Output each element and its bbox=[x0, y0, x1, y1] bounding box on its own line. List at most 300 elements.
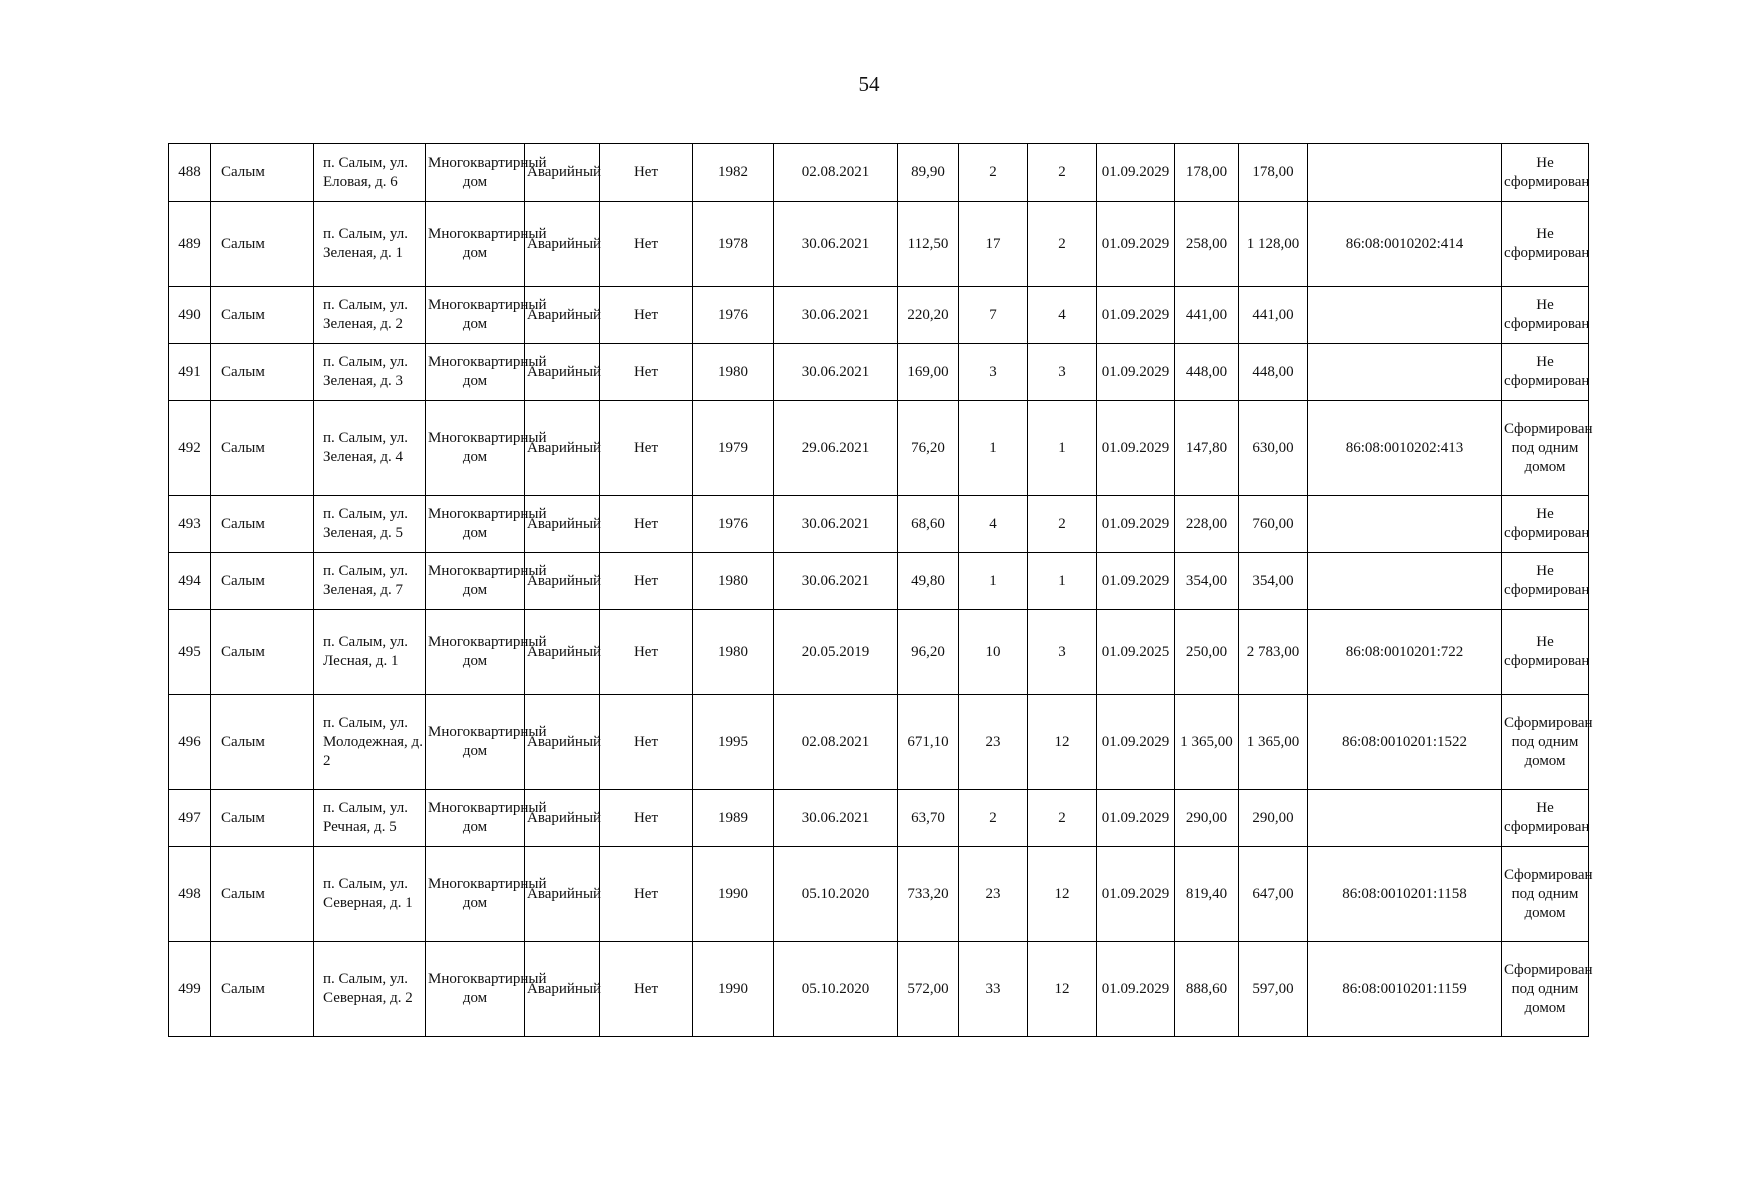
land-area-cell bbox=[1175, 401, 1239, 496]
building-type-cell bbox=[426, 790, 547, 847]
row-number-cell bbox=[169, 496, 211, 553]
land-area-cell bbox=[1175, 610, 1239, 695]
land-area-cell-text: 354,00 bbox=[1185, 572, 1228, 589]
settlement-cell bbox=[211, 847, 314, 942]
row-number-cell-text: 496 bbox=[178, 733, 201, 750]
land-area-cell bbox=[1175, 695, 1239, 790]
residents-count-cell bbox=[959, 847, 1028, 942]
row-number-cell bbox=[169, 942, 211, 1037]
floor-area-cell bbox=[898, 344, 959, 401]
building-type-cell bbox=[426, 344, 547, 401]
land-area-cell-text: 1 365,00 bbox=[1180, 733, 1233, 750]
address-cell bbox=[314, 847, 426, 942]
plot-area-cell-text: 178,00 bbox=[1252, 164, 1294, 180]
flag-cell-text: Нет bbox=[633, 733, 659, 750]
floor-area-cell-text: 169,00 bbox=[907, 363, 949, 380]
recognition-date-cell-text: 29.06.2021 bbox=[801, 439, 870, 456]
cadastral-number-cell bbox=[1308, 144, 1502, 202]
condition-status-cell bbox=[525, 790, 600, 847]
settlement-cell bbox=[211, 790, 314, 847]
settlement-cell-text: Салым bbox=[221, 306, 265, 323]
settlement-cell bbox=[211, 144, 314, 202]
floor-area-cell bbox=[898, 496, 959, 553]
condition-status-cell-text: Аварийный bbox=[527, 164, 602, 180]
building-type-cell bbox=[426, 287, 547, 344]
building-type-cell-text: Многоквартирный дом bbox=[428, 154, 547, 190]
condition-status-cell bbox=[525, 287, 600, 344]
address-cell-text: п. Салым, ул. Зеленая, д. 5 bbox=[323, 506, 408, 541]
residents-count-cell bbox=[959, 287, 1028, 344]
apartments-count-cell-text: 2 bbox=[1058, 164, 1066, 180]
cadastral-number-cell bbox=[1308, 496, 1502, 553]
land-status-note-cell-text: Сформирован под одним домом bbox=[1504, 866, 1593, 921]
cadastral-number-cell-text: 86:08:0010201:1522 bbox=[1341, 733, 1467, 750]
residents-count-cell bbox=[959, 496, 1028, 553]
building-type-cell bbox=[426, 610, 547, 695]
build-year-cell bbox=[693, 695, 774, 790]
apartments-count-cell-text: 12 bbox=[1054, 885, 1070, 902]
recognition-date-cell-text: 30.06.2021 bbox=[801, 235, 870, 252]
build-year-cell bbox=[693, 144, 774, 202]
flag-cell-text: Нет bbox=[633, 885, 659, 902]
residents-count-cell-text: 1 bbox=[989, 572, 997, 589]
build-year-cell bbox=[693, 610, 774, 695]
address-cell-text: п. Салым, ул. Северная, д. 2 bbox=[323, 971, 413, 1006]
address-cell bbox=[314, 144, 426, 202]
flag-cell bbox=[600, 344, 693, 401]
recognition-date-cell bbox=[774, 496, 898, 553]
settlement-cell-text: Салым bbox=[221, 439, 265, 456]
condition-status-cell bbox=[525, 344, 600, 401]
floor-area-cell bbox=[898, 202, 959, 287]
resettlement-deadline-cell bbox=[1097, 344, 1175, 401]
plot-area-cell bbox=[1239, 847, 1308, 942]
apartments-count-cell bbox=[1028, 401, 1097, 496]
land-status-note-cell-text: Не сформирован bbox=[1504, 154, 1590, 190]
land-status-note-cell-text: Сформирован под одним домом bbox=[1504, 961, 1593, 1016]
build-year-cell-text: 1990 bbox=[718, 980, 748, 997]
row-number-cell-text: 497 bbox=[178, 809, 201, 826]
recognition-date-cell bbox=[774, 610, 898, 695]
cadastral-number-cell bbox=[1308, 942, 1502, 1037]
residents-count-cell-text: 23 bbox=[985, 885, 1001, 902]
build-year-cell-text: 1990 bbox=[718, 885, 748, 902]
apartments-count-cell-text: 12 bbox=[1054, 733, 1070, 750]
cadastral-number-cell-text: 86:08:0010201:722 bbox=[1345, 643, 1464, 660]
flag-cell-text: Нет bbox=[633, 164, 659, 180]
floor-area-cell-text: 49,80 bbox=[911, 572, 945, 589]
apartments-count-cell-text: 3 bbox=[1058, 643, 1066, 660]
residents-count-cell bbox=[959, 553, 1028, 610]
condition-status-cell-text: Аварийный bbox=[527, 643, 602, 660]
settlement-cell-text: Салым bbox=[221, 515, 265, 532]
cadastral-number-cell bbox=[1308, 553, 1502, 610]
row-number-cell bbox=[169, 401, 211, 496]
residents-count-cell bbox=[959, 344, 1028, 401]
recognition-date-cell-text: 30.06.2021 bbox=[801, 515, 870, 532]
plot-area-cell bbox=[1239, 344, 1308, 401]
condition-status-cell bbox=[525, 942, 600, 1037]
apartments-count-cell bbox=[1028, 553, 1097, 610]
flag-cell-text: Нет bbox=[633, 980, 659, 997]
build-year-cell bbox=[693, 344, 774, 401]
resettlement-deadline-cell bbox=[1097, 287, 1175, 344]
floor-area-cell-text: 63,70 bbox=[911, 809, 945, 826]
settlement-cell-text: Салым bbox=[221, 572, 265, 589]
build-year-cell bbox=[693, 847, 774, 942]
flag-cell-text: Нет bbox=[633, 515, 659, 532]
apartments-count-cell bbox=[1028, 144, 1097, 202]
land-area-cell bbox=[1175, 202, 1239, 287]
recognition-date-cell bbox=[774, 695, 898, 790]
apartments-count-cell bbox=[1028, 344, 1097, 401]
resettlement-deadline-cell bbox=[1097, 610, 1175, 695]
land-area-cell bbox=[1175, 344, 1239, 401]
building-type-cell-text: Многоквартирный дом bbox=[428, 226, 547, 261]
floor-area-cell bbox=[898, 144, 959, 202]
land-status-note-cell bbox=[1502, 847, 1593, 942]
row-number-cell bbox=[169, 790, 211, 847]
condition-status-cell-text: Аварийный bbox=[527, 235, 602, 252]
land-area-cell bbox=[1175, 496, 1239, 553]
table-row bbox=[169, 790, 1589, 847]
build-year-cell-text: 1979 bbox=[718, 439, 748, 456]
build-year-cell bbox=[693, 790, 774, 847]
flag-cell bbox=[600, 847, 693, 942]
building-type-cell bbox=[426, 202, 547, 287]
address-cell bbox=[314, 287, 426, 344]
row-number-cell-text: 492 bbox=[178, 439, 201, 456]
resettlement-deadline-cell bbox=[1097, 695, 1175, 790]
address-cell-text: п. Салым, ул. Лесная, д. 1 bbox=[323, 634, 408, 669]
condition-status-cell bbox=[525, 496, 600, 553]
land-status-note-cell bbox=[1502, 695, 1593, 790]
land-area-cell-text: 250,00 bbox=[1185, 643, 1228, 660]
land-status-note-cell bbox=[1502, 401, 1593, 496]
flag-cell-text: Нет bbox=[633, 306, 659, 323]
settlement-cell bbox=[211, 401, 314, 496]
residents-count-cell-text: 7 bbox=[989, 306, 997, 323]
build-year-cell-text: 1976 bbox=[718, 515, 748, 532]
building-type-cell-text: Многоквартирный дом bbox=[428, 430, 547, 465]
land-area-cell-text: 228,00 bbox=[1185, 515, 1228, 532]
plot-area-cell-text: 760,00 bbox=[1252, 515, 1294, 532]
build-year-cell-text: 1980 bbox=[718, 363, 748, 380]
recognition-date-cell bbox=[774, 790, 898, 847]
recognition-date-cell bbox=[774, 847, 898, 942]
table-row bbox=[169, 287, 1589, 344]
flag-cell bbox=[600, 553, 693, 610]
row-number-cell bbox=[169, 287, 211, 344]
land-status-note-cell-text: Не сформирован bbox=[1504, 563, 1590, 598]
recognition-date-cell bbox=[774, 202, 898, 287]
settlement-cell bbox=[211, 942, 314, 1037]
resettlement-deadline-cell bbox=[1097, 202, 1175, 287]
table-row bbox=[169, 695, 1589, 790]
row-number-cell-text: 498 bbox=[178, 885, 201, 902]
row-number-cell-text: 493 bbox=[178, 515, 201, 532]
floor-area-cell bbox=[898, 553, 959, 610]
build-year-cell-text: 1978 bbox=[718, 235, 748, 252]
table-row bbox=[169, 610, 1589, 695]
residents-count-cell bbox=[959, 790, 1028, 847]
floor-area-cell bbox=[898, 695, 959, 790]
cadastral-number-cell bbox=[1308, 695, 1502, 790]
residents-count-cell-text: 10 bbox=[985, 643, 1001, 660]
cadastral-number-cell bbox=[1308, 610, 1502, 695]
building-type-cell-text: Многоквартирный дом bbox=[428, 724, 547, 759]
apartments-count-cell bbox=[1028, 790, 1097, 847]
land-status-note-cell bbox=[1502, 610, 1589, 695]
flag-cell bbox=[600, 610, 693, 695]
flag-cell bbox=[600, 790, 693, 847]
building-type-cell bbox=[426, 847, 547, 942]
floor-area-cell bbox=[898, 790, 959, 847]
plot-area-cell bbox=[1239, 790, 1308, 847]
condition-status-cell-text: Аварийный bbox=[527, 515, 602, 532]
condition-status-cell-text: Аварийный bbox=[527, 733, 602, 750]
row-number-cell bbox=[169, 695, 211, 790]
page-number: 54 bbox=[858, 72, 880, 96]
row-number-cell-text: 499 bbox=[178, 980, 201, 997]
resettlement-deadline-cell-text: 01.09.2025 bbox=[1101, 643, 1170, 660]
condition-status-cell bbox=[525, 610, 600, 695]
condition-status-cell bbox=[525, 553, 600, 610]
condition-status-cell bbox=[525, 144, 600, 202]
apartments-count-cell-text: 2 bbox=[1058, 515, 1066, 532]
table-row bbox=[169, 847, 1589, 942]
condition-status-cell bbox=[525, 202, 600, 287]
floor-area-cell-text: 68,60 bbox=[911, 515, 945, 532]
building-type-cell bbox=[426, 144, 547, 202]
settlement-cell bbox=[211, 610, 314, 695]
resettlement-deadline-cell-text: 01.09.2029 bbox=[1101, 980, 1170, 997]
cadastral-number-cell bbox=[1308, 202, 1502, 287]
settlement-cell-text: Салым bbox=[221, 235, 265, 252]
residents-count-cell-text: 2 bbox=[989, 809, 997, 826]
land-area-cell-text: 258,00 bbox=[1185, 235, 1228, 252]
land-status-note-cell bbox=[1502, 202, 1589, 287]
land-area-cell-text: 178,00 bbox=[1185, 164, 1228, 180]
cadastral-number-cell bbox=[1308, 790, 1502, 847]
building-type-cell-text: Многоквартирный дом bbox=[428, 634, 547, 669]
land-status-note-cell-text: Не сформирован bbox=[1504, 226, 1590, 261]
land-area-cell-text: 290,00 bbox=[1185, 809, 1228, 826]
recognition-date-cell bbox=[774, 344, 898, 401]
apartments-count-cell-text: 4 bbox=[1058, 306, 1066, 323]
floor-area-cell-text: 96,20 bbox=[911, 643, 945, 660]
plot-area-cell bbox=[1239, 287, 1308, 344]
address-cell bbox=[314, 553, 426, 610]
plot-area-cell bbox=[1239, 401, 1308, 496]
apartments-count-cell-text: 1 bbox=[1058, 439, 1066, 456]
residents-count-cell-text: 23 bbox=[985, 733, 1001, 750]
building-type-cell-text: Многоквартирный дом bbox=[428, 876, 547, 911]
table-row bbox=[169, 496, 1589, 553]
recognition-date-cell bbox=[774, 401, 898, 496]
build-year-cell bbox=[693, 553, 774, 610]
plot-area-cell bbox=[1239, 496, 1308, 553]
table-row bbox=[169, 401, 1589, 496]
condition-status-cell bbox=[525, 695, 600, 790]
row-number-cell bbox=[169, 202, 211, 287]
apartments-count-cell-text: 3 bbox=[1058, 363, 1066, 380]
settlement-cell-text: Салым bbox=[221, 363, 265, 380]
land-status-note-cell-text: Не сформирован bbox=[1504, 634, 1590, 669]
building-type-cell-text: Многоквартирный дом bbox=[428, 563, 547, 598]
building-type-cell bbox=[426, 496, 547, 553]
floor-area-cell-text: 89,90 bbox=[911, 164, 945, 180]
cadastral-number-cell bbox=[1308, 344, 1502, 401]
apartments-count-cell bbox=[1028, 847, 1097, 942]
flag-cell-text: Нет bbox=[633, 809, 659, 826]
apartments-count-cell-text: 12 bbox=[1054, 980, 1070, 997]
land-status-note-cell-text: Не сформирован bbox=[1504, 506, 1590, 541]
resettlement-deadline-cell bbox=[1097, 790, 1175, 847]
resettlement-deadline-cell-text: 01.09.2029 bbox=[1101, 515, 1170, 532]
building-type-cell bbox=[426, 695, 547, 790]
flag-cell bbox=[600, 496, 693, 553]
recognition-date-cell-text: 05.10.2020 bbox=[801, 980, 870, 997]
land-status-note-cell bbox=[1502, 942, 1593, 1037]
address-cell bbox=[314, 942, 426, 1037]
resettlement-deadline-cell-text: 01.09.2029 bbox=[1101, 885, 1170, 902]
land-area-cell-text: 441,00 bbox=[1185, 306, 1228, 323]
apartments-count-cell bbox=[1028, 942, 1097, 1037]
address-cell bbox=[314, 496, 426, 553]
building-type-cell-text: Многоквартирный дом bbox=[428, 354, 547, 389]
residents-count-cell-text: 4 bbox=[989, 515, 997, 532]
table-row bbox=[169, 942, 1589, 1037]
resettlement-deadline-cell-text: 01.09.2029 bbox=[1101, 733, 1170, 750]
flag-cell-text: Нет bbox=[633, 643, 659, 660]
resettlement-deadline-cell-text: 01.09.2029 bbox=[1101, 164, 1170, 180]
floor-area-cell-text: 76,20 bbox=[911, 439, 945, 456]
apartments-count-cell bbox=[1028, 610, 1097, 695]
plot-area-cell-text: 354,00 bbox=[1252, 572, 1294, 589]
row-number-cell-text: 488 bbox=[178, 164, 201, 180]
floor-area-cell bbox=[898, 942, 959, 1037]
settlement-cell-text: Салым bbox=[221, 733, 265, 750]
address-cell-text: п. Салым, ул. Еловая, д. 6 bbox=[323, 154, 408, 190]
floor-area-cell-text: 220,20 bbox=[907, 306, 949, 323]
land-status-note-cell bbox=[1502, 553, 1589, 610]
row-number-cell-text: 491 bbox=[178, 363, 201, 380]
land-status-note-cell bbox=[1502, 287, 1589, 344]
settlement-cell-text: Салым bbox=[221, 164, 265, 180]
settlement-cell bbox=[211, 202, 314, 287]
address-cell bbox=[314, 401, 426, 496]
address-cell-text: п. Салым, ул. Северная, д. 1 bbox=[323, 876, 413, 911]
apartments-count-cell bbox=[1028, 496, 1097, 553]
cadastral-number-cell bbox=[1308, 847, 1502, 942]
plot-area-cell-text: 597,00 bbox=[1252, 980, 1294, 997]
plot-area-cell bbox=[1239, 553, 1308, 610]
flag-cell-text: Нет bbox=[633, 235, 659, 252]
build-year-cell bbox=[693, 287, 774, 344]
address-cell-text: п. Салым, ул. Зеленая, д. 1 bbox=[323, 226, 408, 261]
flag-cell bbox=[600, 401, 693, 496]
cadastral-number-cell-text: 86:08:0010201:1158 bbox=[1342, 885, 1467, 902]
apartments-count-cell-text: 2 bbox=[1058, 235, 1066, 252]
condition-status-cell-text: Аварийный bbox=[527, 306, 602, 323]
cadastral-number-cell-text: 86:08:0010201:1159 bbox=[1342, 980, 1467, 997]
building-type-cell bbox=[426, 401, 547, 496]
build-year-cell-text: 1995 bbox=[718, 733, 748, 750]
resettlement-deadline-cell bbox=[1097, 553, 1175, 610]
cadastral-number-cell-text: 86:08:0010202:414 bbox=[1345, 235, 1464, 252]
residents-count-cell bbox=[959, 144, 1028, 202]
row-number-cell-text: 489 bbox=[178, 235, 201, 252]
land-status-note-cell-text: Сформирован под одним домом bbox=[1504, 420, 1593, 475]
floor-area-cell-text: 733,20 bbox=[907, 885, 949, 902]
land-status-note-cell-text: Сформирован под одним домом bbox=[1504, 714, 1593, 769]
condition-status-cell-text: Аварийный bbox=[527, 572, 602, 589]
resettlement-deadline-cell bbox=[1097, 942, 1175, 1037]
address-cell-text: п. Салым, ул. Молодежная, д. 2 bbox=[323, 714, 423, 769]
resettlement-deadline-cell-text: 01.09.2029 bbox=[1101, 439, 1170, 456]
plot-area-cell bbox=[1239, 202, 1308, 287]
housing-registry-table bbox=[168, 143, 1593, 1037]
land-status-note-cell-text: Не сформирован bbox=[1504, 297, 1590, 332]
cadastral-number-cell-text: 86:08:0010202:413 bbox=[1345, 439, 1464, 456]
residents-count-cell-text: 2 bbox=[989, 164, 997, 180]
land-status-note-cell-text: Не сформирован bbox=[1504, 800, 1590, 835]
recognition-date-cell bbox=[774, 942, 898, 1037]
residents-count-cell-text: 1 bbox=[989, 439, 997, 456]
apartments-count-cell bbox=[1028, 695, 1097, 790]
land-area-cell bbox=[1175, 942, 1239, 1037]
row-number-cell bbox=[169, 610, 211, 695]
recognition-date-cell-text: 02.08.2021 bbox=[801, 733, 870, 750]
row-number-cell bbox=[169, 847, 211, 942]
address-cell-text: п. Салым, ул. Речная, д. 5 bbox=[323, 800, 408, 835]
building-type-cell-text: Многоквартирный дом bbox=[428, 800, 547, 835]
address-cell-text: п. Салым, ул. Зеленая, д. 2 bbox=[323, 297, 408, 332]
flag-cell-text: Нет bbox=[633, 439, 659, 456]
flag-cell bbox=[600, 942, 693, 1037]
condition-status-cell-text: Аварийный bbox=[527, 439, 602, 456]
build-year-cell bbox=[693, 202, 774, 287]
settlement-cell-text: Салым bbox=[221, 643, 265, 660]
resettlement-deadline-cell-text: 01.09.2029 bbox=[1101, 809, 1170, 826]
building-type-cell-text: Многоквартирный дом bbox=[428, 297, 547, 332]
floor-area-cell bbox=[898, 287, 959, 344]
address-cell bbox=[314, 344, 426, 401]
recognition-date-cell-text: 30.06.2021 bbox=[801, 306, 870, 323]
land-status-note-cell bbox=[1502, 496, 1589, 553]
address-cell bbox=[314, 202, 426, 287]
build-year-cell-text: 1982 bbox=[718, 164, 748, 180]
residents-count-cell bbox=[959, 610, 1028, 695]
resettlement-deadline-cell-text: 01.09.2029 bbox=[1101, 235, 1170, 252]
build-year-cell bbox=[693, 401, 774, 496]
residents-count-cell bbox=[959, 401, 1028, 496]
floor-area-cell bbox=[898, 610, 959, 695]
land-status-note-cell bbox=[1502, 144, 1589, 202]
resettlement-deadline-cell-text: 01.09.2029 bbox=[1101, 306, 1170, 323]
cadastral-number-cell bbox=[1308, 287, 1502, 344]
residents-count-cell-text: 33 bbox=[985, 980, 1001, 997]
residents-count-cell-text: 3 bbox=[989, 363, 997, 380]
condition-status-cell bbox=[525, 847, 600, 942]
address-cell bbox=[314, 790, 426, 847]
plot-area-cell-text: 1 128,00 bbox=[1246, 235, 1300, 252]
residents-count-cell bbox=[959, 202, 1028, 287]
flag-cell bbox=[600, 287, 693, 344]
land-area-cell-text: 147,80 bbox=[1185, 439, 1228, 456]
settlement-cell-text: Салым bbox=[221, 809, 265, 826]
